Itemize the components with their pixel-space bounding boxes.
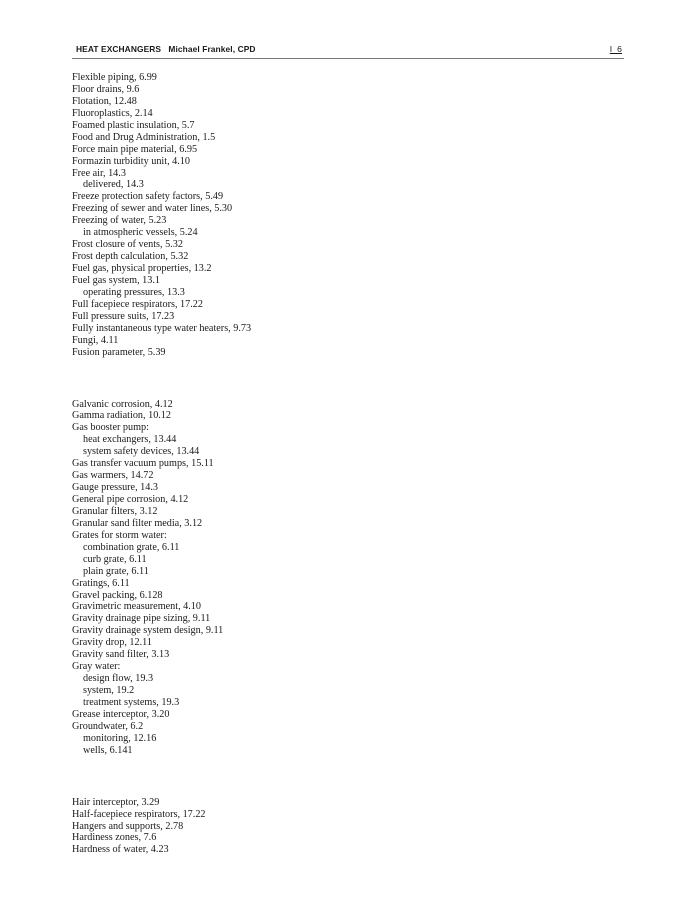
index-entry: Gratings, 6.11 <box>72 577 130 589</box>
index-entry: Gamma radiation, 10.12 <box>72 410 172 422</box>
index-subentry: wells, 6.141 <box>83 744 133 756</box>
index-subentry: system safety devices, 13.44 <box>83 446 200 458</box>
index-section <box>72 797 612 857</box>
index-entry: Fuel gas system, 13.1 <box>72 274 161 286</box>
index-entry: Fluoroplastics, 2.14 <box>72 107 153 119</box>
index-entry: Frost depth calculation, 5.32 <box>72 251 189 263</box>
index-entry: Fusion parameter, 5.39 <box>72 346 166 358</box>
index-subentry: heat exchangers, 13.44 <box>83 434 177 446</box>
index-subentry: monitoring, 12.16 <box>83 732 157 744</box>
page-number: I_6 <box>609 44 622 54</box>
index-entry: Food and Drug Administration, 1.5 <box>72 131 216 143</box>
index-body <box>72 72 612 856</box>
index-entry: Freezing of water, 5.23 <box>72 215 167 227</box>
index-entry: Flexible piping, 6.99 <box>72 72 157 83</box>
index-entry: Gas booster pump: <box>72 422 149 434</box>
index-entry: Gauge pressure, 14.3 <box>72 482 159 494</box>
index-section <box>72 399 612 757</box>
index-entry: Full facepiece respirators, 17.22 <box>72 298 203 310</box>
index-entry: Gravel packing, 6.128 <box>72 589 163 601</box>
index-subentry: combination grate, 6.11 <box>83 541 180 553</box>
index-subentry: system, 19.2 <box>83 685 135 696</box>
index-entry: Floor drains, 9.6 <box>72 83 140 95</box>
index-subentry: operating pressures, 13.3 <box>83 286 185 298</box>
index-entry: Hangers and supports, 2.78 <box>72 820 184 832</box>
index-entry: Force main pipe material, 6.95 <box>72 143 198 155</box>
index-entry: Freezing of sewer and water lines, 5.30 <box>72 203 233 215</box>
index-entry: Fungi, 4.11 <box>72 334 119 346</box>
index-entry: Grates for storm water: <box>72 529 167 541</box>
index-entry: Gray water: <box>72 661 121 673</box>
index-entry: Gravity sand filter, 3.13 <box>72 649 170 661</box>
index-entry: Flotation, 12.48 <box>72 95 137 107</box>
index-entry: Groundwater, 6.2 <box>72 720 144 732</box>
index-entry: Gravimetric measurement, 4.10 <box>72 601 201 613</box>
index-entry: Grease interceptor, 3.20 <box>72 708 170 720</box>
index-entry: Free air, 14.3 <box>72 167 126 179</box>
index-entry: Gravity drainage pipe sizing, 9.11 <box>72 613 211 625</box>
index-entry: Hardiness zones, 7.6 <box>72 832 157 844</box>
index-section <box>72 72 612 359</box>
index-entry: Foamed plastic insulation, 5.7 <box>72 119 195 131</box>
index-entry: Formazin turbidity unit, 4.10 <box>72 155 190 167</box>
index-entry: Gravity drainage system design, 9.11 <box>72 625 224 637</box>
index-entry: Fuel gas, physical properties, 13.2 <box>72 263 212 274</box>
header-rule <box>72 58 624 59</box>
index-entry: Granular sand filter media, 3.12 <box>72 517 203 529</box>
index-subentry: curb grate, 6.11 <box>83 553 147 565</box>
index-subentry: in atmospheric vessels, 5.24 <box>83 227 198 239</box>
index-entry: General pipe corrosion, 4.12 <box>72 494 189 505</box>
index-entry: Galvanic corrosion, 4.12 <box>72 398 173 410</box>
index-entry: Frost closure of vents, 5.32 <box>72 239 183 251</box>
index-entry: Hardness of water, 4.23 <box>72 844 169 856</box>
index-entry: Freeze protection safety factors, 5.49 <box>72 191 224 203</box>
index-entry: Full pressure suits, 17.23 <box>72 310 175 322</box>
index-entry: Half-facepiece respirators, 17.22 <box>72 808 206 820</box>
index-entry: Gas warmers, 14.72 <box>72 470 154 482</box>
index-subentry: treatment systems, 19.3 <box>83 696 180 708</box>
index-entry: Gas transfer vacuum pumps, 15.11 <box>72 458 214 470</box>
page-header <box>76 44 622 58</box>
index-subentry: plain grate, 6.11 <box>83 565 149 577</box>
running-title: HEAT EXCHANGERS Michael Frankel, CPD <box>76 44 256 54</box>
index-entry: Gravity drop, 12.11 <box>72 637 152 649</box>
index-entry: Fully instantaneous type water heaters, 9.73 <box>72 322 252 334</box>
index-subentry: design flow, 19.3 <box>83 673 154 685</box>
index-entry: Granular filters, 3.12 <box>72 505 158 517</box>
index-subentry: delivered, 14.3 <box>83 179 144 191</box>
index-entry: Hair interceptor, 3.29 <box>72 796 160 808</box>
